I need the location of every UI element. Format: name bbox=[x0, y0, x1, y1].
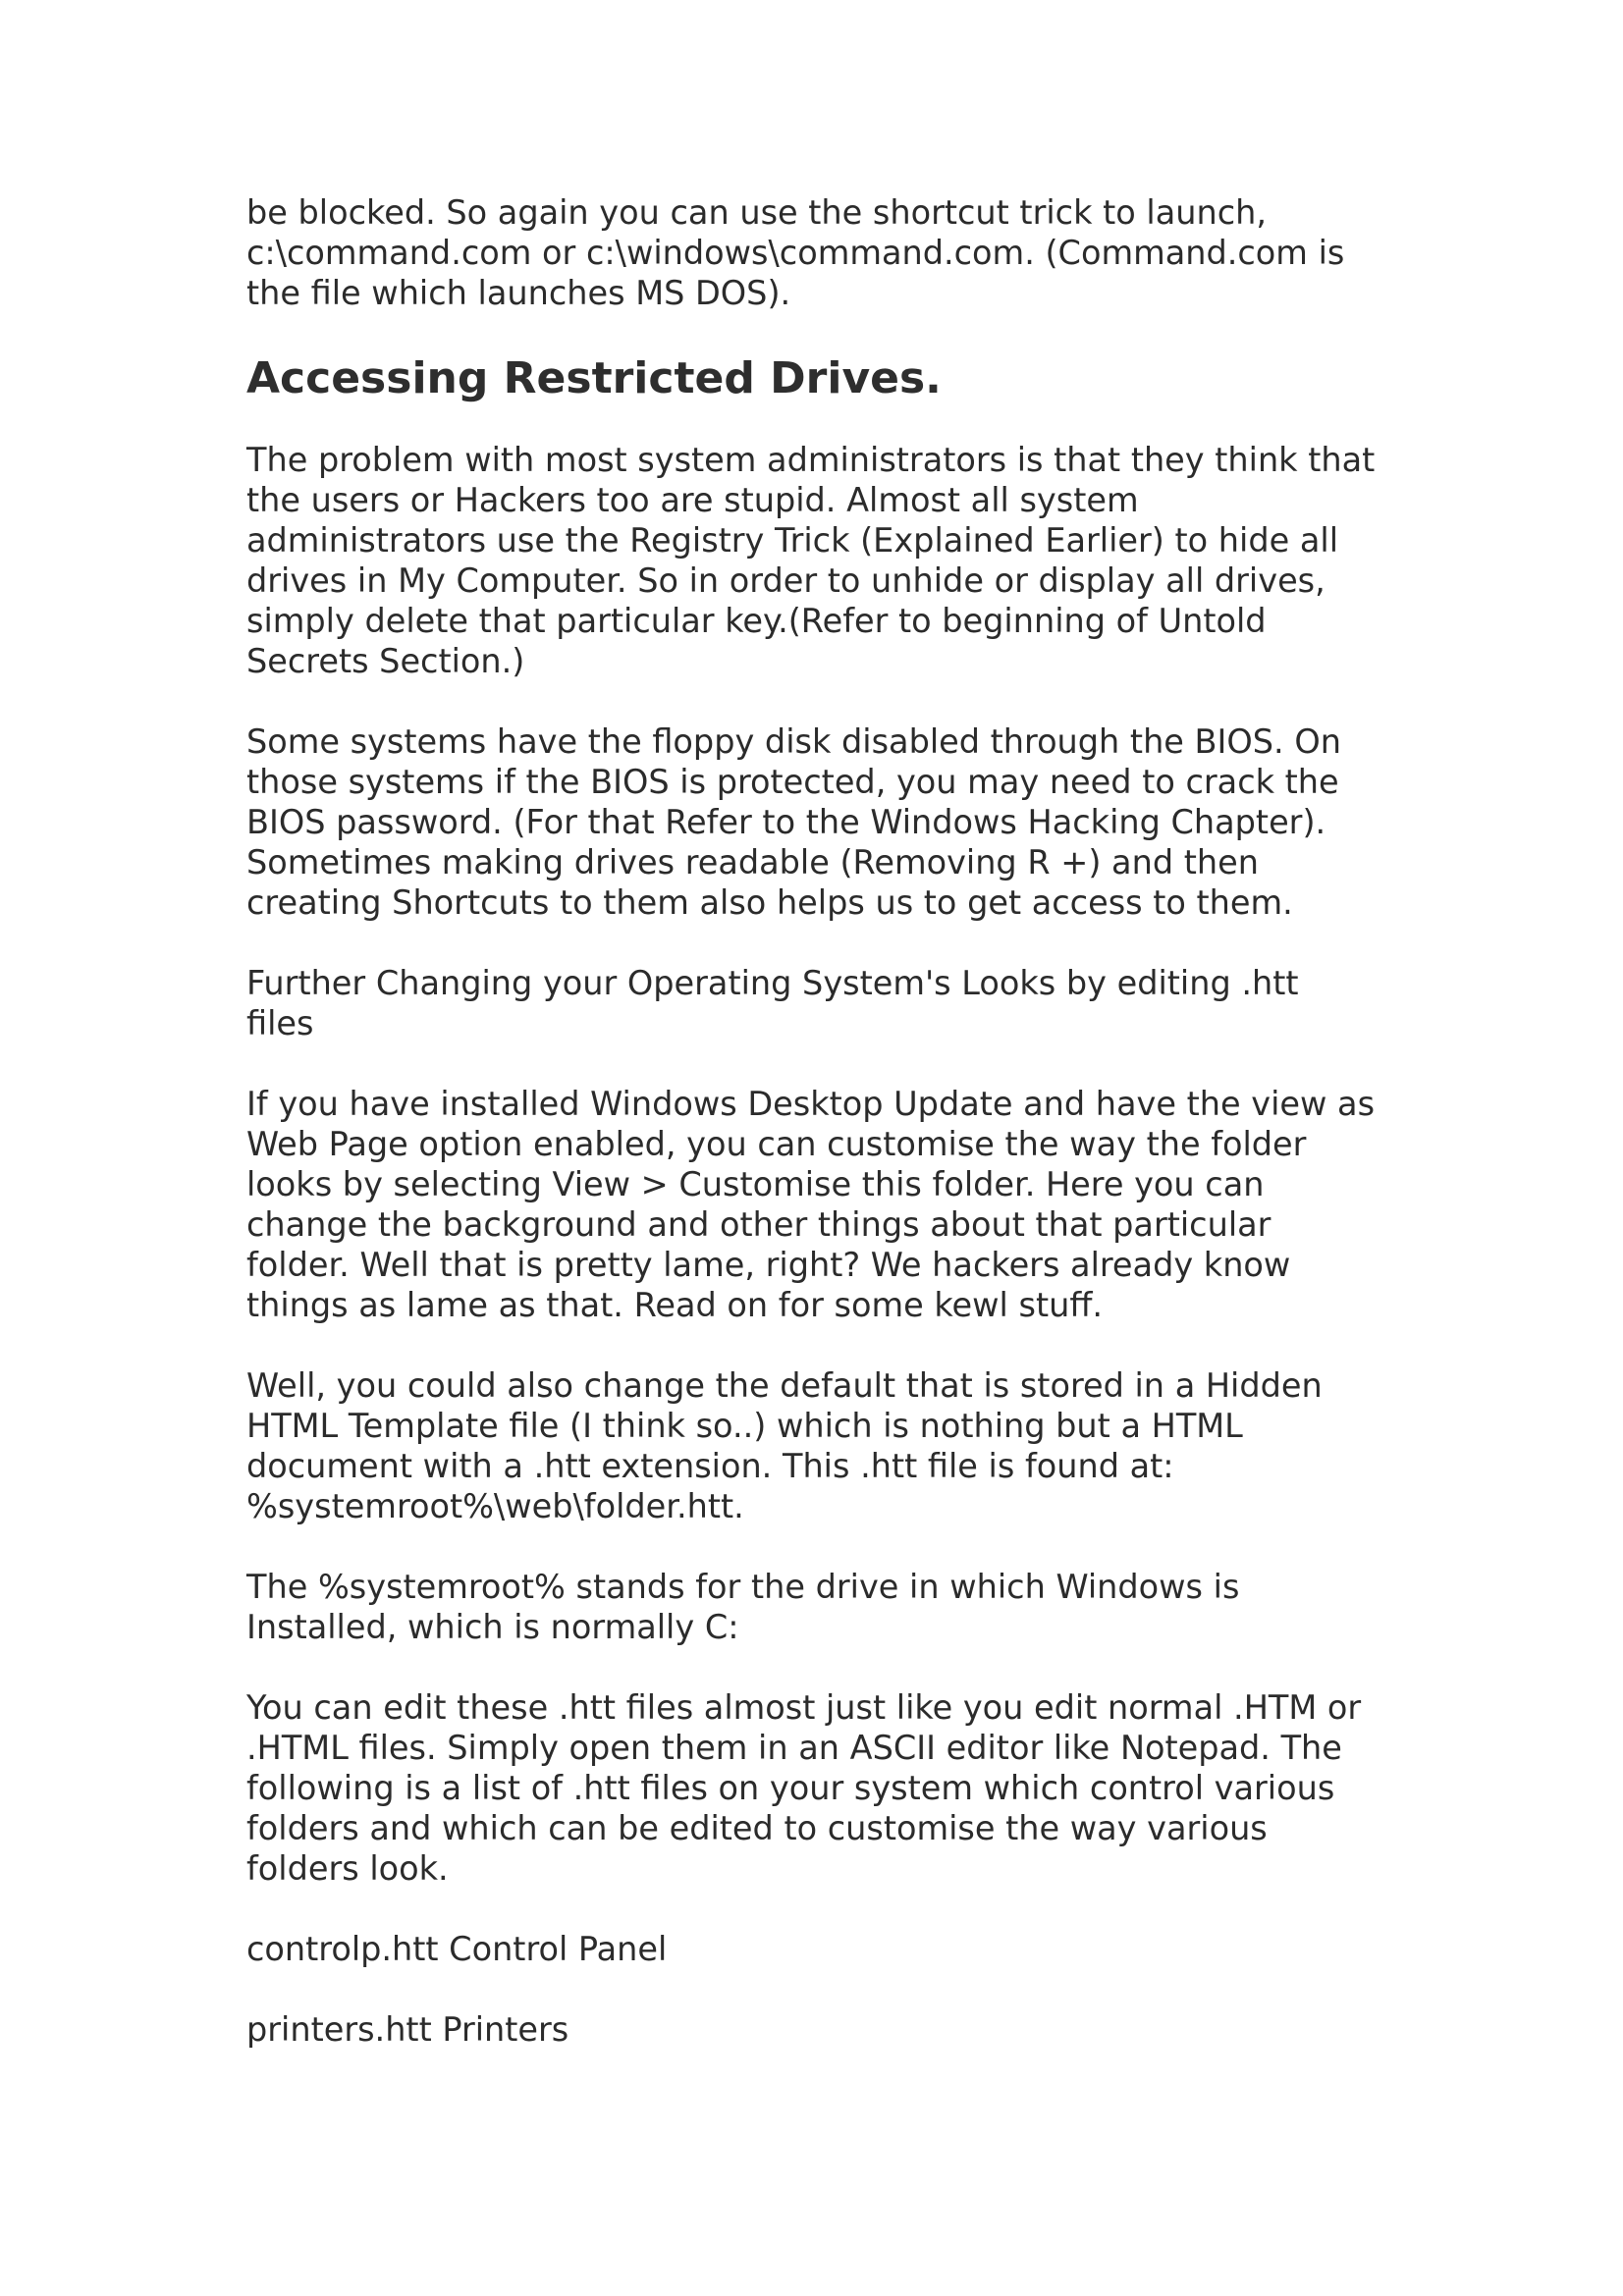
text-line: administrators use the Registry Trick (Explained Earlier) to hide all bbox=[246, 521, 1339, 560]
text-line: %systemroot%\web\folder.htt. bbox=[246, 1487, 744, 1525]
text-line: files bbox=[246, 1004, 314, 1042]
list-item-printers bbox=[246, 2009, 1405, 2050]
paragraph-htt-title bbox=[246, 963, 1405, 1043]
text-line: printers.htt Printers bbox=[246, 2010, 569, 2049]
text-line: the users or Hackers too are stupid. Almost all system bbox=[246, 481, 1139, 519]
paragraph-desktop-update bbox=[246, 1084, 1405, 1325]
paragraph-edit-htt bbox=[246, 1687, 1405, 1889]
text-line: Some systems have the floppy disk disabled through the BIOS. On bbox=[246, 722, 1341, 761]
text-line: .HTML files. Simply open them in an ASCII editor like Notepad. The bbox=[246, 1729, 1342, 1767]
text-line: c:\command.com or c:\windows\command.com. (Command.com is bbox=[246, 234, 1345, 272]
text-line: Web Page option enabled, you can customise the way the folder bbox=[246, 1125, 1307, 1163]
text-line: Secrets Section.) bbox=[246, 642, 525, 680]
text-line: Sometimes making drives readable (Removing R +) and then bbox=[246, 843, 1259, 881]
text-line: drives in My Computer. So in order to unhide or display all drives, bbox=[246, 561, 1325, 600]
paragraph-systemroot bbox=[246, 1567, 1405, 1647]
list-item-controlp bbox=[246, 1929, 1405, 1969]
text-line: folders look. bbox=[246, 1849, 449, 1888]
text-line: You can edit these .htt files almost just like you edit normal .HTM or bbox=[246, 1688, 1362, 1727]
text-line: things as lame as that. Read on for some kewl stuff. bbox=[246, 1286, 1104, 1324]
text-line: simply delete that particular key.(Refer to beginning of Untold bbox=[246, 602, 1267, 640]
text-line: If you have installed Windows Desktop Update and have the view as bbox=[246, 1085, 1376, 1123]
text-line: those systems if the BIOS is protected, you may need to crack the bbox=[246, 763, 1339, 801]
text-line: creating Shortcuts to them also helps us to get access to them. bbox=[246, 883, 1293, 922]
text-line: looks by selecting View > Customise this folder. Here you can bbox=[246, 1165, 1265, 1203]
text-line: the file which launches MS DOS). bbox=[246, 274, 791, 312]
paragraph-admins bbox=[246, 440, 1405, 681]
text-line: controlp.htt Control Panel bbox=[246, 1930, 668, 1968]
paragraph-bios bbox=[246, 721, 1405, 923]
text-line: Installed, which is normally C: bbox=[246, 1608, 739, 1646]
text-line: The problem with most system administrators is that they think that bbox=[246, 441, 1376, 479]
text-line: folders and which can be edited to customise the way various bbox=[246, 1809, 1268, 1847]
paragraph-template bbox=[246, 1365, 1405, 1526]
section-heading: Accessing Restricted Drives. bbox=[246, 353, 942, 403]
text-line: Further Changing your Operating System's Looks by editing .htt bbox=[246, 964, 1299, 1002]
text-line: BIOS password. (For that Refer to the Windows Hacking Chapter). bbox=[246, 803, 1326, 841]
text-line: folder. Well that is pretty lame, right? We hackers already know bbox=[246, 1246, 1291, 1284]
text-line: document with a .htt extension. This .htt file is found at: bbox=[246, 1447, 1174, 1485]
text-line: change the background and other things about that particular bbox=[246, 1205, 1271, 1244]
document-page bbox=[246, 192, 1405, 2090]
text-line: Well, you could also change the default that is stored in a Hidden bbox=[246, 1366, 1323, 1405]
text-line: following is a list of .htt files on your system which control various bbox=[246, 1769, 1335, 1807]
text-line: be blocked. So again you can use the shortcut trick to launch, bbox=[246, 193, 1267, 232]
text-line: HTML Template file (I think so..) which is nothing but a HTML bbox=[246, 1407, 1243, 1445]
text-line: The %systemroot% stands for the drive in which Windows is bbox=[246, 1568, 1240, 1606]
intro-paragraph bbox=[246, 192, 1405, 313]
